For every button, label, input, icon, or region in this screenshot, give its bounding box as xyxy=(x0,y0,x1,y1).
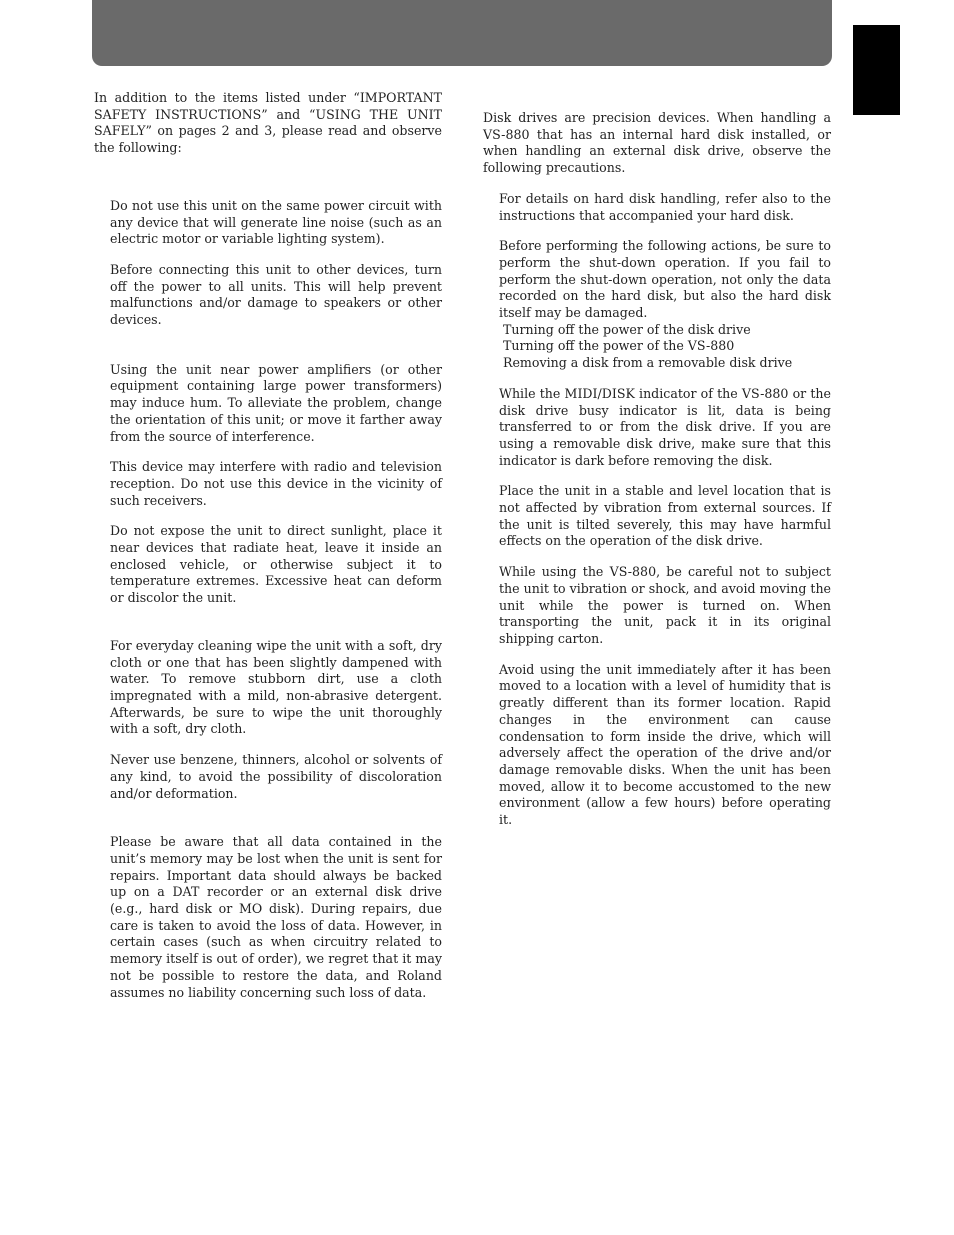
memory-paragraph: Please be aware that all data contained in the unit’s memory may be lost when the unit is sent for repairs. Important data should always be backed up on a DAT recorder or an external disk drive (e.g., hard disk or MO disk). During repairs, due care is taken to avoid the loss of data. However, in certain cases (such as when circuitry related to memory itself is out of order), we regret that it may not be possible to restore the data, and Roland assumes no liability concerning such loss of data. xyxy=(110,834,442,1000)
left-column xyxy=(94,90,442,1001)
placement-paragraph-2: This device may interfere with radio and television reception. Do not use this device in the vicinity of such receivers. xyxy=(110,459,442,508)
maintenance-paragraph-1: For everyday cleaning wipe the unit with a soft, dry cloth or one that has been slightly dampened with water. To remove stubborn dirt, use a cloth impregnated with a mild, non-abrasive detergent. Afterwards, be sure to wipe the unit thoroughly with a soft, dry cloth. xyxy=(110,637,442,737)
placement-paragraph-1: Using the unit near power amplifiers (or other equipment containing large power transformers) may induce hum. To alleviate the problem, change the orientation of this unit; or move it farther away from the source of interference. xyxy=(110,361,442,444)
humidity-paragraph: Avoid using the unit immediately after it has been moved to a location with a level of humidity that is greatly different than its former location. Rapid changes in the environment can cause condensation to form inside the drive, which will adversely affect the operation of the drive and/or damage removable disks. When the unit has been moved, allow it to become accustomed to the new environment (allow a few hours) before operating it. xyxy=(499,661,831,828)
intro-paragraph: In addition to the items listed under “IMPORTANT SAFETY INSTRUCTIONS” and “USING THE UNIT SAFELY” on pages 2 and 3, please read and observe the following: xyxy=(94,90,442,156)
list-item: Turning off the power of the VS-880 xyxy=(503,338,735,354)
disk-details-paragraph: For details on hard disk handling, refer also to the instructions that accompanied your hard disk. xyxy=(499,190,831,223)
shutdown-paragraph: Before performing the following actions, be sure to perform the shut-down operation. If you fail to perform the shut-down operation, not only the data recorded on the hard disk, but also the hard disk itself may be damaged. xyxy=(499,238,831,321)
maintenance-paragraph-2: Never use benzene, thinners, alcohol or solvents of any kind, to avoid the possibility of discoloration and/or deformation. xyxy=(110,752,442,801)
location-paragraph: Place the unit in a stable and level location that is not affected by vibration from external sources. If the unit is tilted severely, this may have harmful effects on the operation of the disk drive. xyxy=(499,483,831,549)
power-paragraph-1: Do not use this unit on the same power circuit with any device that will generate line noise (such as an electric motor or variable lighting system). xyxy=(110,197,442,247)
list-item: Turning off the power of the disk drive xyxy=(503,321,751,337)
shutdown-actions-list xyxy=(503,322,831,372)
disk-intro-paragraph: Disk drives are precision devices. When handling a VS-880 that has an internal hard disk installed, or when handling an external disk drive, observe the following precautions. xyxy=(483,110,831,176)
indicator-paragraph: While the MIDI/DISK indicator of the VS-880 or the disk drive busy indicator is lit, data is being transferred to or from the disk drive. If you are using a removable disk drive, make sure that this indicator is dark before removing the disk. xyxy=(499,385,831,468)
header-bar xyxy=(92,0,832,66)
vibration-paragraph: While using the VS-880, be careful not to subject the unit to vibration or shock, and avoid moving the unit while the power is turned on. When transporting the unit, pack it in its original shipping carton. xyxy=(499,564,832,646)
list-item: Removing a disk from a removable disk drive xyxy=(503,355,793,371)
power-paragraph-2: Before connecting this unit to other devices, turn off the power to all units. This will help prevent malfunctions and/or damage to speakers or other devices. xyxy=(110,261,442,328)
section-edge-tab xyxy=(853,25,900,115)
placement-paragraph-3: Do not expose the unit to direct sunlight, place it near devices that radiate heat, leave it inside an enclosed vehicle, or otherwise subject it to temperature extremes. Excessive heat can deform or discolor the unit. xyxy=(110,523,442,606)
right-column xyxy=(483,110,831,829)
